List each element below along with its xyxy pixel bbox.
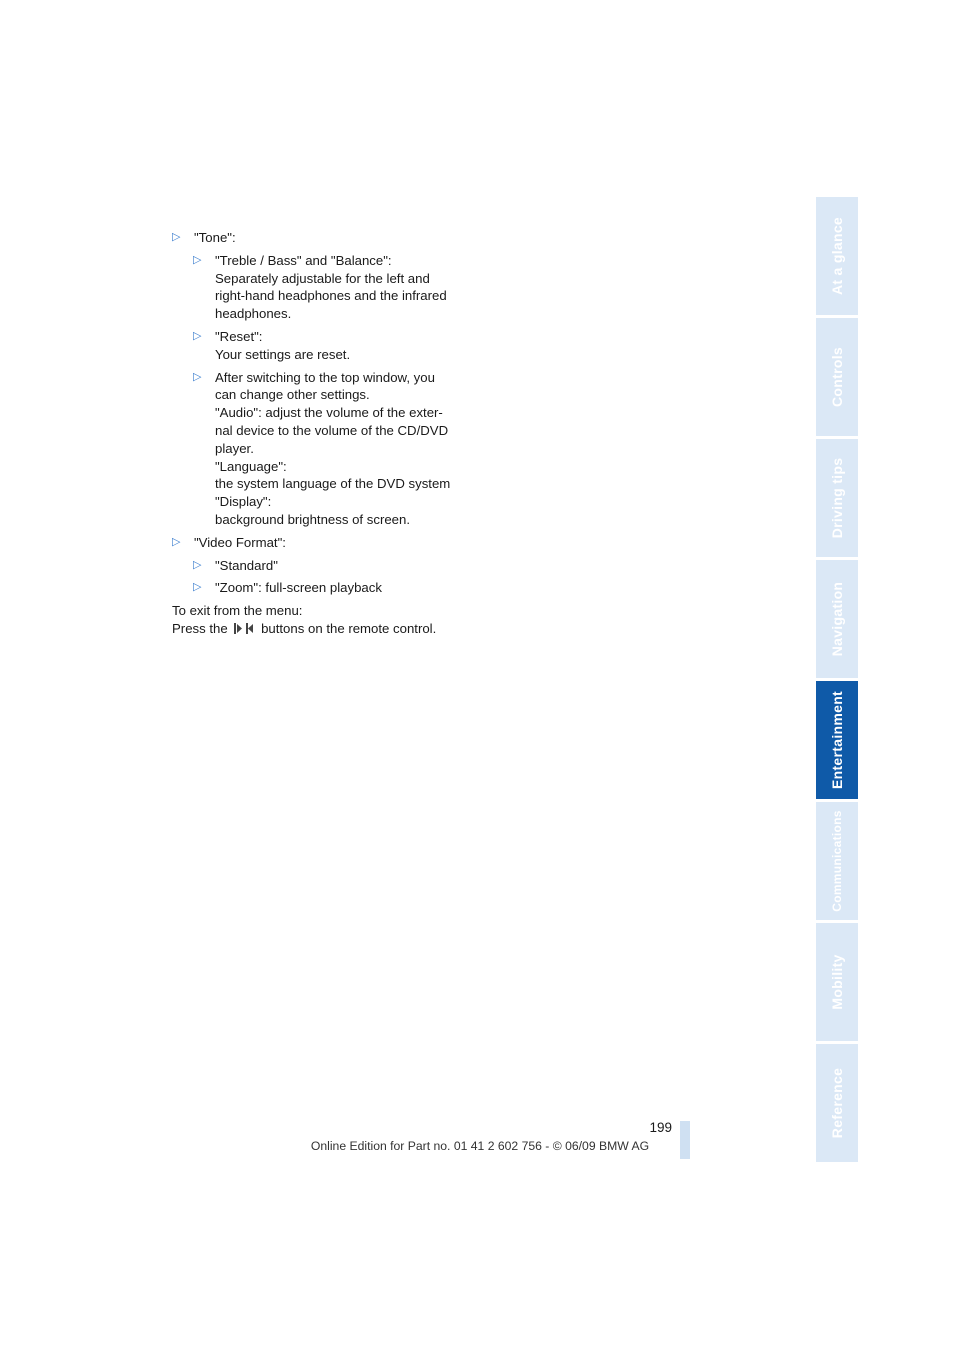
- skip-buttons-icon: [233, 622, 255, 640]
- bullet-arrow-icon: ▷: [193, 370, 202, 383]
- list-item-standard: ▷ "Standard": [193, 557, 278, 573]
- sidebar-tab-driving-tips[interactable]: Driving tips: [816, 439, 858, 557]
- list-item-video-format: ▷ "Video Format":: [172, 534, 286, 550]
- sidebar-tab-navigation[interactable]: Navigation: [816, 560, 858, 678]
- bullet-arrow-icon: ▷: [172, 535, 181, 548]
- bullet-arrow-icon: ▷: [193, 329, 202, 342]
- page-number: 199: [649, 1120, 672, 1135]
- sidebar-tab-at-a-glance[interactable]: At a glance: [816, 197, 858, 315]
- sidebar-tab-reference[interactable]: Reference: [816, 1044, 858, 1162]
- list-item-after-switching: ▷ After switching to the top window, you can change other settings. "Audio": adjust the volume of the exter- nal device to the volume of the CD/DVD player. "Language": the system language of the DVD system "Display": background brightness of screen.: [193, 369, 451, 527]
- bullet-arrow-icon: ▷: [172, 231, 181, 243]
- sidebar-tab-entertainment[interactable]: Entertainment: [816, 681, 858, 799]
- footer-text: Online Edition for Part no. 01 41 2 602 756 - © 06/09 BMW AG: [310, 1139, 650, 1153]
- bullet-arrow-icon: ▷: [193, 558, 202, 571]
- sidebar-tab-controls[interactable]: Controls: [816, 318, 858, 436]
- sidebar-tab-mobility[interactable]: Mobility: [816, 923, 858, 1041]
- chapter-sidebar: [816, 197, 858, 1165]
- bullet-arrow-icon: ▷: [193, 581, 202, 594]
- list-item-reset: ▷ "Reset": Your settings are reset.: [193, 328, 351, 362]
- list-item-treble: ▷ "Treble / Bass" and "Balance": Separately adjustable for the left and right-hand headphones and the infrared headphones.: [193, 252, 447, 322]
- sidebar-tab-communications[interactable]: Communications: [816, 802, 858, 920]
- bullet-arrow-icon: ▷: [193, 253, 202, 266]
- list-item-tone: ▷ "Tone":: [172, 230, 236, 245]
- exit-instructions: To exit from the menu: Press the buttons on the remote control.: [172, 602, 472, 640]
- main-content: [172, 229, 472, 640]
- list-item-zoom: ▷ "Zoom": full-screen playback: [193, 580, 382, 596]
